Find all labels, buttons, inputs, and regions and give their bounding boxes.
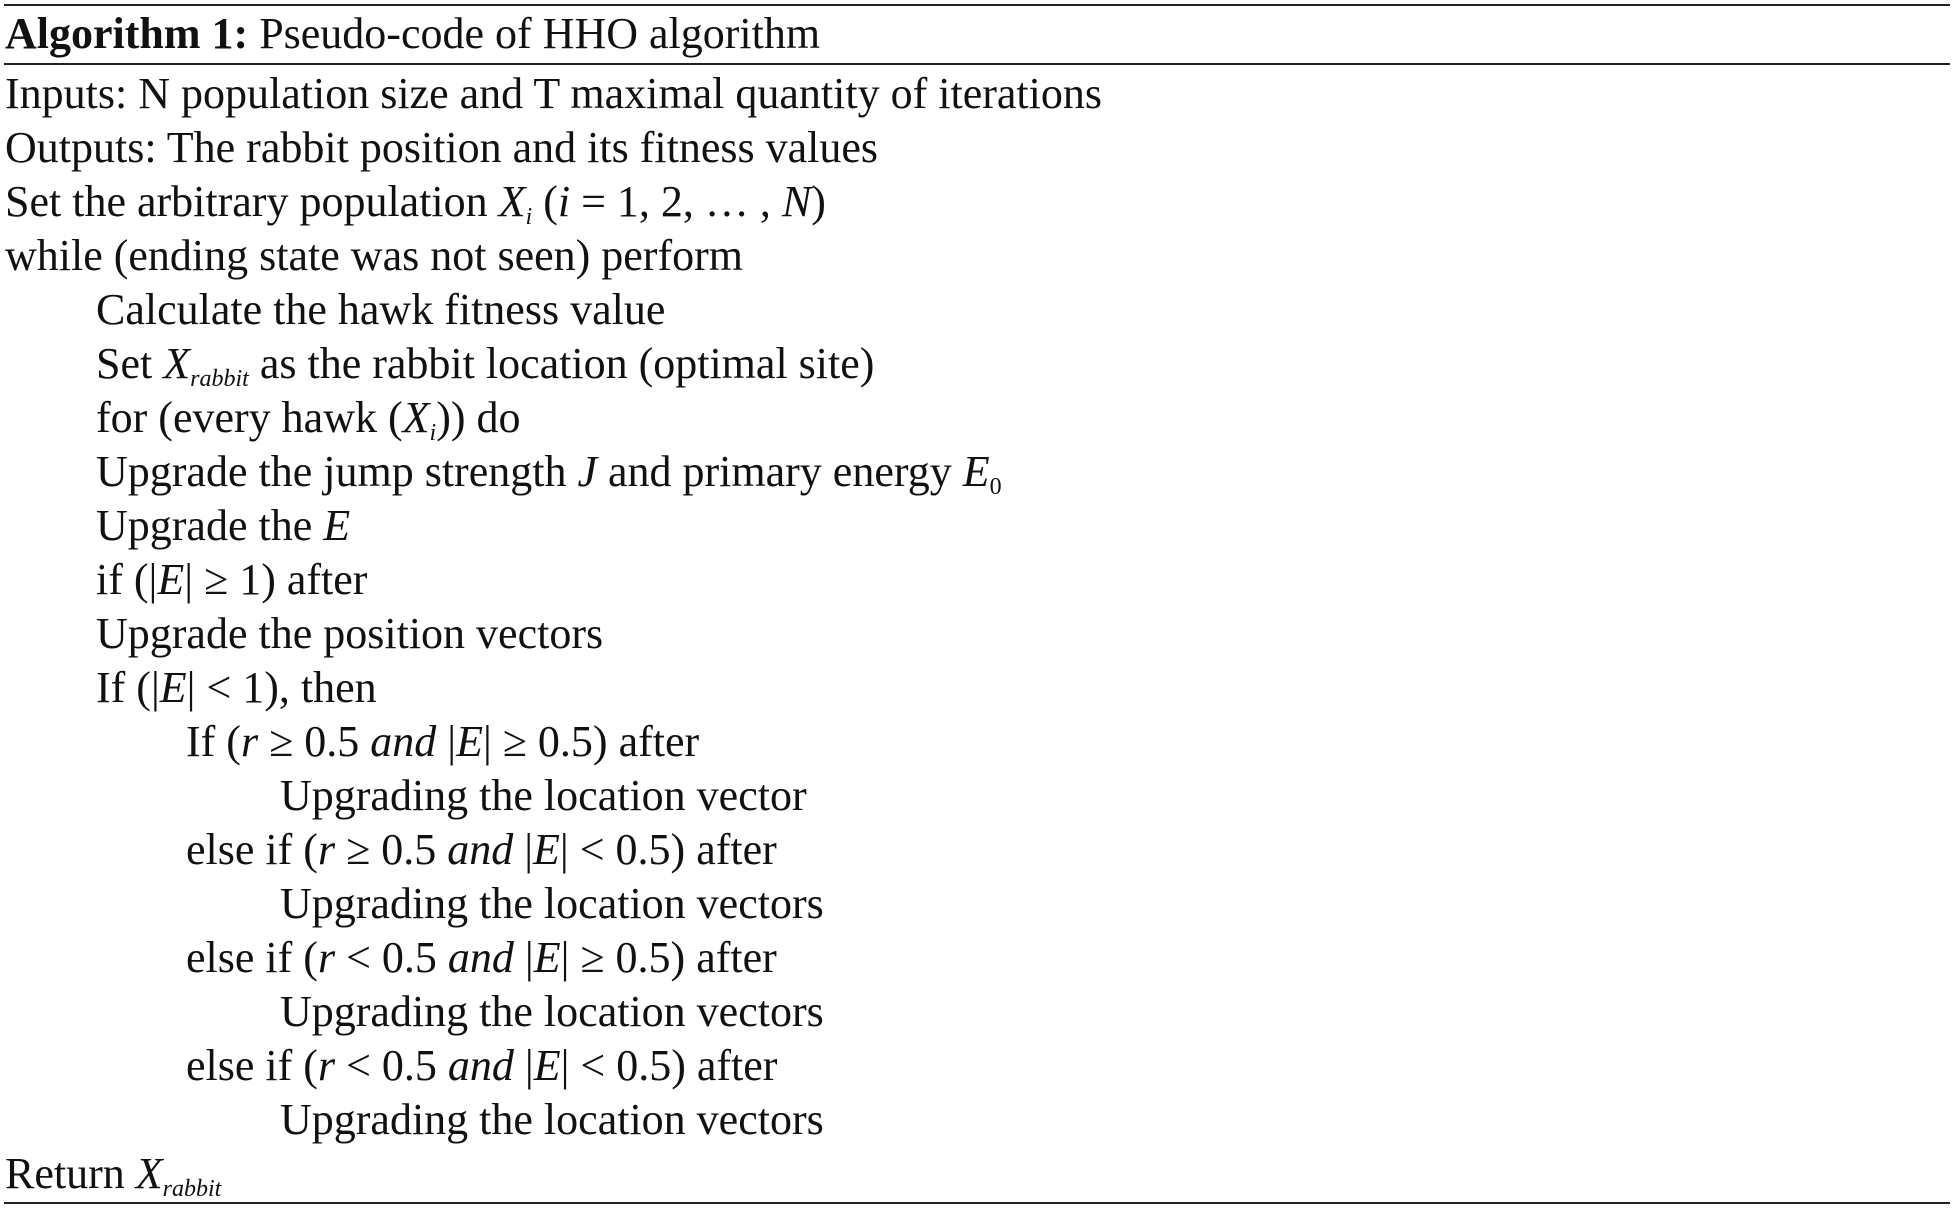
pseudocode-line <box>0 391 1954 445</box>
line-token: and <box>447 1041 514 1090</box>
line-token: Inputs: N population size and T maximal quantity of iterations <box>5 69 1102 118</box>
line-token: | <box>513 1041 534 1090</box>
line-token: and <box>447 825 514 874</box>
pseudocode-line <box>0 499 1954 553</box>
pseudocode-body <box>0 67 1954 1201</box>
header-rule <box>4 63 1950 65</box>
line-token: | ≥ 0.5) after <box>482 717 700 766</box>
pseudocode-line <box>0 1039 1954 1093</box>
pseudocode-line <box>0 715 1954 769</box>
line-token: Outputs: The rabbit position and its fitness values <box>5 123 878 172</box>
pseudocode-line <box>0 1147 1954 1201</box>
line-token: X <box>402 393 430 442</box>
pseudocode-line <box>0 607 1954 661</box>
line-token: | <box>513 825 534 874</box>
line-token: as the rabbit location (optimal site) <box>248 339 875 388</box>
line-token: < 0.5 <box>335 933 448 982</box>
line-token: Return <box>5 1149 136 1198</box>
line-token: E <box>157 555 185 604</box>
line-token: i <box>429 420 437 446</box>
pseudocode-line <box>0 229 1954 283</box>
line-token: Upgrading the location vectors <box>280 987 824 1036</box>
line-token: r <box>317 825 336 874</box>
line-token: = 1, 2, … , <box>570 177 782 226</box>
line-token: E <box>323 501 351 550</box>
pseudocode-line <box>0 769 1954 823</box>
line-token: E <box>159 663 187 712</box>
line-token: while (ending state was not seen) perform <box>5 231 743 280</box>
line-token: Calculate the hawk fitness value <box>96 285 666 334</box>
line-token: < 0.5 <box>335 1041 448 1090</box>
line-token: Upgrade the position vectors <box>96 609 604 658</box>
pseudocode-line <box>0 121 1954 175</box>
line-token: Upgrade the <box>96 501 324 550</box>
pseudocode-line <box>0 931 1954 985</box>
line-token: r <box>240 717 259 766</box>
pseudocode-line <box>0 985 1954 1039</box>
line-token: else if ( <box>186 933 318 982</box>
line-token: | <box>513 933 534 982</box>
pseudocode-line <box>0 337 1954 391</box>
line-token: if (| <box>96 555 158 604</box>
line-token: i <box>525 204 533 230</box>
pseudocode-line <box>0 823 1954 877</box>
line-token: E <box>533 1041 561 1090</box>
algorithm-caption <box>5 4 820 63</box>
line-token: else if ( <box>186 825 318 874</box>
line-token: Set the arbitrary population <box>5 177 499 226</box>
caption-title: Pseudo-code of HHO algorithm <box>259 9 821 58</box>
line-token: r <box>317 1041 336 1090</box>
line-token: for (every hawk ( <box>96 393 403 442</box>
line-token: E <box>962 447 990 496</box>
pseudocode-line <box>0 445 1954 499</box>
line-token: | < 0.5) after <box>559 825 777 874</box>
line-token: X <box>498 177 526 226</box>
line-token: 0 <box>989 474 1002 500</box>
line-token: If ( <box>186 717 241 766</box>
pseudocode-line <box>0 1093 1954 1147</box>
line-token: | ≥ 0.5) after <box>560 933 777 982</box>
line-token: else if ( <box>186 1041 318 1090</box>
line-token: N <box>781 177 812 226</box>
pseudocode-line <box>0 661 1954 715</box>
line-token: ) <box>811 177 826 226</box>
line-token: X <box>163 339 191 388</box>
line-token: E <box>533 933 561 982</box>
pseudocode-line <box>0 553 1954 607</box>
line-token: ≥ 0.5 <box>335 825 448 874</box>
bottom-rule <box>4 1202 1950 1204</box>
line-token: ( <box>532 177 558 226</box>
pseudocode-line <box>0 877 1954 931</box>
line-token: and <box>447 933 514 982</box>
line-token: X <box>135 1149 163 1198</box>
line-token: | ≥ 1) after <box>184 555 368 604</box>
line-token: and primary energy <box>596 447 963 496</box>
line-token: | < 1), then <box>186 663 377 712</box>
line-token: Upgrading the location vectors <box>280 879 824 928</box>
line-token: ≥ 0.5 <box>258 717 371 766</box>
line-token: | <box>436 717 457 766</box>
line-token: rabbit <box>162 1176 222 1202</box>
line-token: E <box>533 825 560 874</box>
line-token: rabbit <box>190 366 249 392</box>
caption-label: Algorithm 1: <box>5 9 249 58</box>
line-token: | < 0.5) after <box>560 1041 778 1090</box>
line-token: )) do <box>436 393 521 442</box>
line-token: Set <box>96 339 164 388</box>
pseudocode-line <box>0 175 1954 229</box>
line-token: Upgrading the location vectors <box>280 1095 824 1144</box>
line-token: Upgrading the location vector <box>280 771 807 820</box>
line-token: Upgrade the jump strength <box>96 447 578 496</box>
line-token: J <box>577 447 597 496</box>
line-token: r <box>317 933 336 982</box>
line-token: i <box>557 177 571 226</box>
line-token: If (| <box>96 663 160 712</box>
line-token: and <box>370 717 437 766</box>
pseudocode-line <box>0 283 1954 337</box>
line-token: E <box>456 717 483 766</box>
pseudocode-line <box>0 67 1954 121</box>
